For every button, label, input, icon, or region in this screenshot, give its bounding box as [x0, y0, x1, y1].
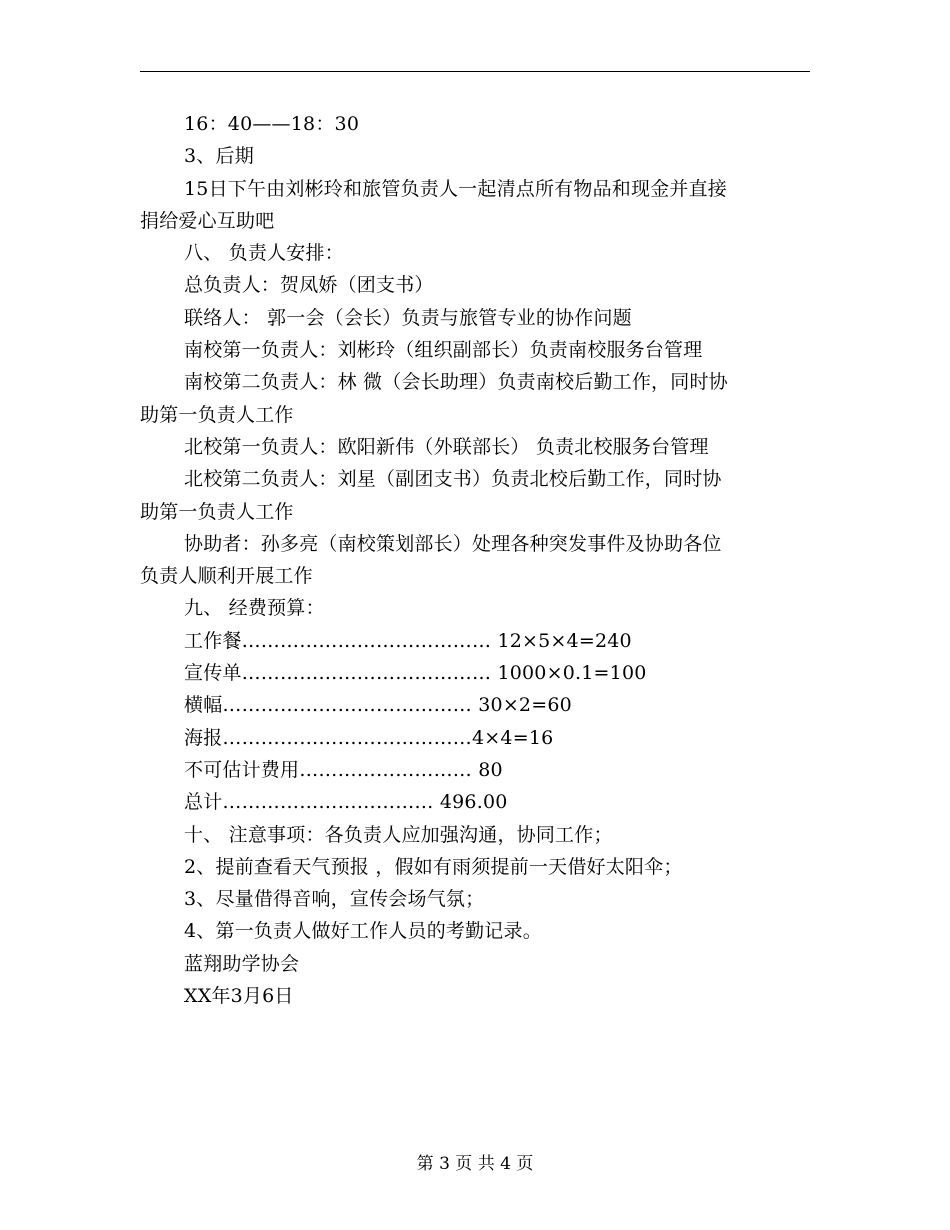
header-rule: [140, 71, 810, 72]
doc-line: 南校第一负责人：刘彬玲（组织副部长）负责南校服务台管理: [184, 339, 703, 362]
signature-date: XX年3月6日: [184, 985, 294, 1008]
budget-item: 横幅………………………………… 30×2=60: [184, 694, 572, 717]
doc-line: 16：40——18：30: [184, 113, 360, 135]
doc-line: 协助者：孙多亮（南校策划部长）处理各种突发事件及协助各位: [184, 532, 722, 555]
section-heading: 八、 负责人安排：: [184, 242, 344, 265]
doc-line: 助第一负责人工作: [140, 500, 294, 523]
doc-line: 北校第一负责人：欧阳新伟（外联部长） 负责北校服务台管理: [184, 435, 709, 458]
doc-line: 负责人顺利开展工作: [140, 565, 313, 588]
page-number: 第 3 页 共 4 页: [416, 1154, 534, 1174]
doc-line: 北校第二负责人：刘星（副团支书）负责北校后勤工作，同时协: [184, 468, 722, 491]
doc-line: 助第一负责人工作: [140, 403, 294, 426]
budget-item: 不可估计费用……………………… 80: [184, 758, 503, 781]
doc-line: 南校第二负责人：林 微（会长助理）负责南校后勤工作，同时协: [184, 371, 728, 394]
signature-org: 蓝翔助学协会: [184, 952, 300, 975]
section-heading: 十、 注意事项：各负责人应加强沟通，协同工作；: [184, 823, 613, 846]
doc-line: 2、提前查看天气预报 ，假如有雨须提前一天借好太阳伞；: [184, 855, 683, 878]
budget-item: 工作餐………………………………… 12×5×4=240: [184, 629, 632, 652]
budget-item: 宣传单………………………………… 1000×0.1=100: [184, 662, 647, 685]
doc-line: 3、后期: [184, 145, 254, 168]
section-heading: 九、 经费预算：: [184, 597, 325, 620]
budget-total: 总计…………………………… 496.00: [184, 791, 508, 814]
doc-line: 3、尽量借得音响，宣传会场气氛；: [184, 888, 485, 911]
doc-line: 联络人： 郭一会（会长）负责与旅管专业的协作问题: [184, 306, 632, 329]
doc-line: 捐给爱心互助吧: [140, 209, 275, 232]
doc-line: 15日下午由刘彬玲和旅管负责人一起清点所有物品和现金并直接: [184, 177, 727, 200]
doc-line: 4、第一负责人做好工作人员的考勤记录。: [184, 920, 542, 943]
doc-line: 总负责人：贺凤娇（团支书）: [184, 274, 434, 297]
budget-item: 海报…………………………………4×4=16: [184, 726, 554, 749]
document-body: [140, 108, 810, 1012]
